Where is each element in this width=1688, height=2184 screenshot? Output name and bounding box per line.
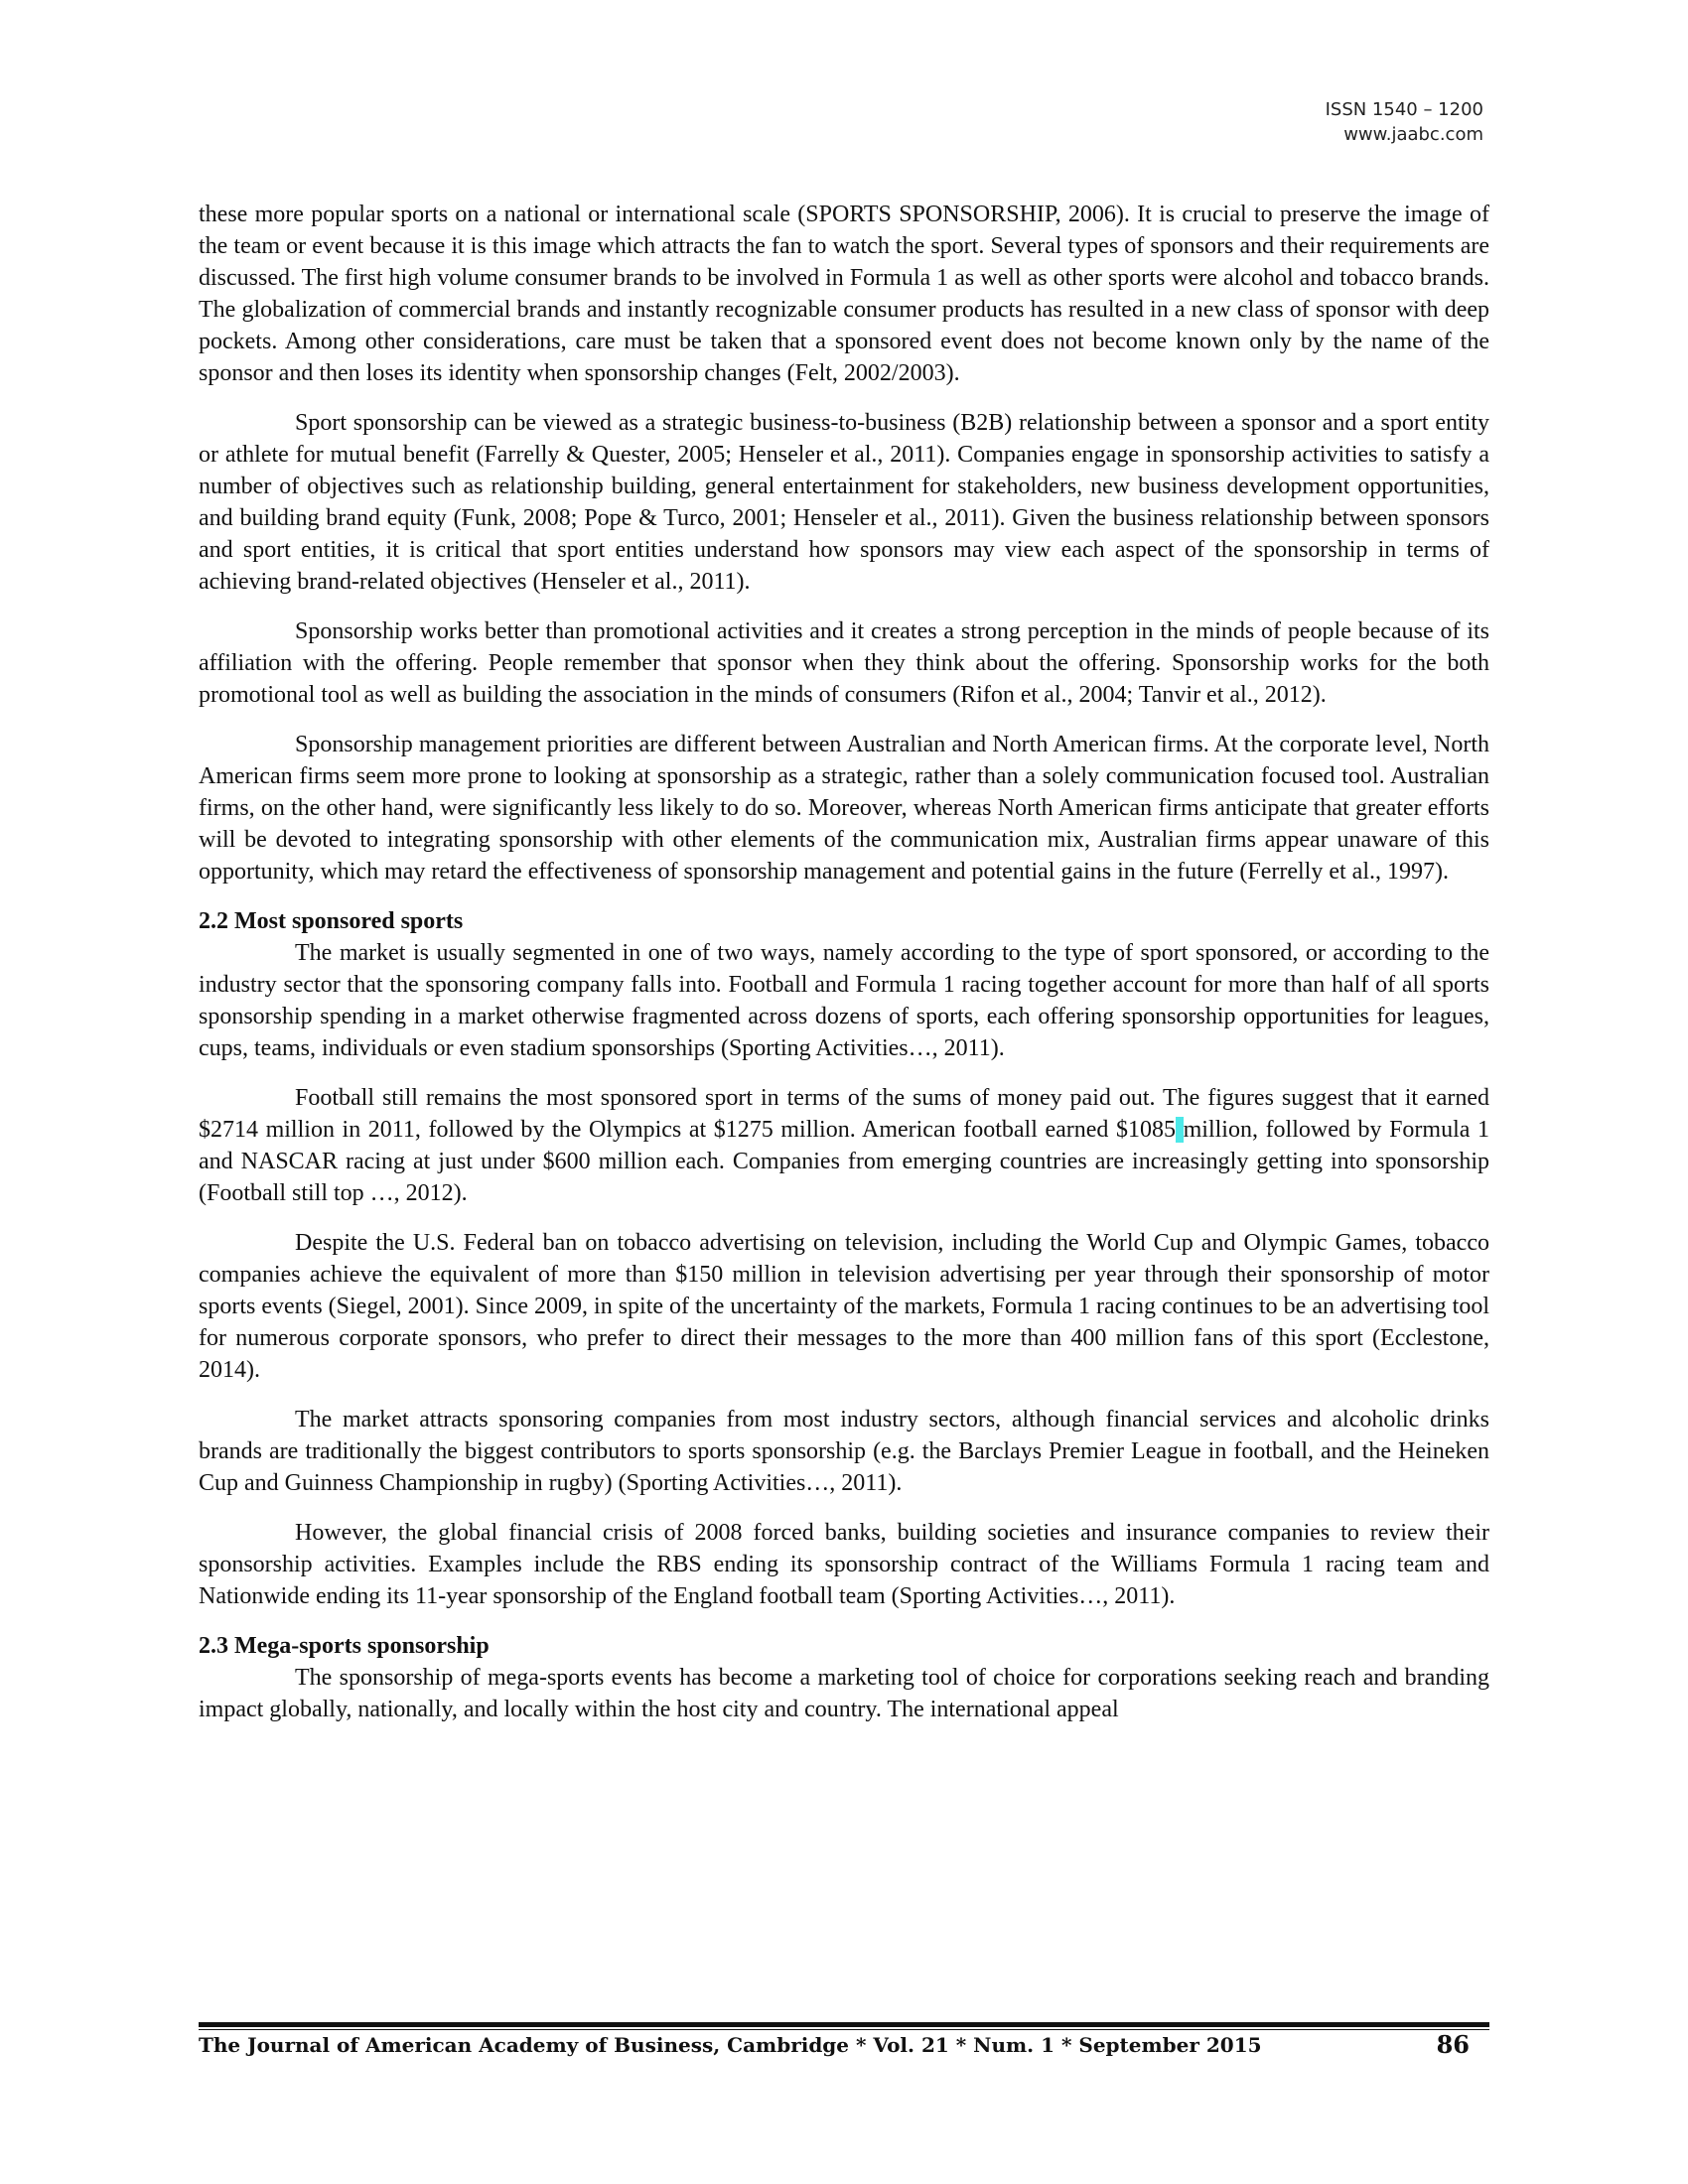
paragraph: However, the global financial crisis of 2008 forced banks, building societies and insurance companies to review their sponsorship activities. Examples include the RBS ending its sponsorship contract of the Williams Formula 1 racing team and Nationwide ending its 11-year sponsorship of the England football team (Sporting Activities…, 2011). [199,1520,1489,1609]
issn-label: ISSN 1540 – 1200 [1325,99,1483,120]
paragraph: The sponsorship of mega-sports events has become a marketing tool of choice for corporations seeking reach and branding impact globally, nationally, and locally within the host city and country. The international appeal [199,1665,1489,1722]
website-label: www.jaabc.com [1343,124,1483,145]
paragraph: The market attracts sponsoring companies from most industry sectors, although financial services and alcoholic drinks brands are traditionally the biggest contributors to sports sponsorship (e.g. the Barclays Premier League in football, and the Heineken Cup and Guinness Championship in rugby) (Sporting Activities…, 2011). [199,1407,1489,1496]
paragraph: these more popular sports on a national or international scale (SPORTS SPONSORSHIP, 2006). It is crucial to preserve the image of the team or event because it is this image which attracts the fan to watch the sport. Several types of sponsors and their requirements are discussed. The first high volume consumer brands to be involved in Formula 1 as well as other sports were alcohol and tobacco brands. The globalization of commercial brands and instantly recognizable consumer products has resulted in a new class of sponsor with deep pockets. Among other considerations, care must be taken that a sponsored event does not become known only by the name of the sponsor and then loses its identity when sponsorship changes (Felt, 2002/2003). [199,202,1489,386]
page-header [1326,97,1483,147]
paragraph: Sponsorship management priorities are different between Australian and North American firms. At the corporate level, North American firms seem more prone to looking at sponsorship as a strategic, rather than a solely communication focused tool. Australian firms, on the other hand, were significantly less likely to do so. Moreover, whereas North American firms anticipate that greater efforts will be devoted to integrating sponsorship with other elements of the communication mix, Australian firms appear unaware of this opportunity, which may retard the effectiveness of sponsorship management and potential gains in the future (Ferrelly et al., 1997). [199,732,1489,885]
paragraph: Sponsorship works better than promotional activities and it creates a strong perception in the minds of people because of its affiliation with the offering. People remember that sponsor when they think about the offering. Sponsorship works for the both promotional tool as well as building the association in the minds of consumers (Rifon et al., 2004; Tanvir et al., 2012). [199,618,1489,708]
paragraph [199,1082,1489,1209]
section-heading: 2.2 Most sponsored sports [199,908,464,934]
paragraph: Despite the U.S. Federal ban on tobacco advertising on television, including the World Cup and Olympic Games, tobacco companies achieve the equivalent of more than $150 million in television advertising per year through their sponsorship of motor sports events (Siegel, 2001). Since 2009, in spite of the uncertainty of the markets, Formula 1 racing continues to be an advertising tool for numerous corporate sponsors, who prefer to direct their messages to the more than 400 million fans of this sport (Ecclestone, 2014). [199,1230,1489,1383]
page-number: 86 [1436,2030,1470,2059]
journal-citation: The Journal of American Academy of Business, Cambridge * Vol. 21 * Num. 1 * September 2015 [199,2033,1262,2057]
paragraph-text: million, followed by Formula 1 and NASCAR racing at just under $600 million each. Companies from emerging countries are increasingly getting into sponsorship (Football still top …, 2012). [199,1117,1490,1206]
paragraph: Sport sponsorship can be viewed as a strategic business-to-business (B2B) relationship between a sponsor and a sport entity or athlete for mutual benefit (Farrelly & Quester, 2005; Henseler et al., 2011). Companies engage in sponsorship activities to satisfy a number of objectives such as relationship building, general entertainment for stakeholders, new business development opportunities, and building brand equity (Funk, 2008; Pope & Turco, 2001; Henseler et al., 2011). Given the business relationship between sponsors and sport entities, it is critical that sport entities understand how sponsors may view each aspect of the sponsorship in terms of achieving brand-related objectives (Henseler et al., 2011). [199,410,1489,595]
section-heading: 2.3 Mega-sports sponsorship [199,1633,490,1659]
paragraph-text: Football still remains the most sponsored sport in terms of the sums of money paid out. The figures suggest that it earned $2714 million in 2011, followed by the Olympics at $1275 million. American football earned $1085 [199,1085,1489,1143]
footer-rule [199,2022,1489,2030]
text-highlight [1176,1117,1184,1143]
article-body [199,199,1489,1743]
paragraph: The market is usually segmented in one of two ways, namely according to the type of sport sponsored, or according to the industry sector that the sponsoring company falls into. Football and Formula 1 racing together account for more than half of all sports sponsorship spending in a market otherwise fragmented across dozens of sports, each offering sponsorship opportunities for leagues, cups, teams, individuals or even stadium sponsorships (Sporting Activities…, 2011). [199,940,1489,1061]
